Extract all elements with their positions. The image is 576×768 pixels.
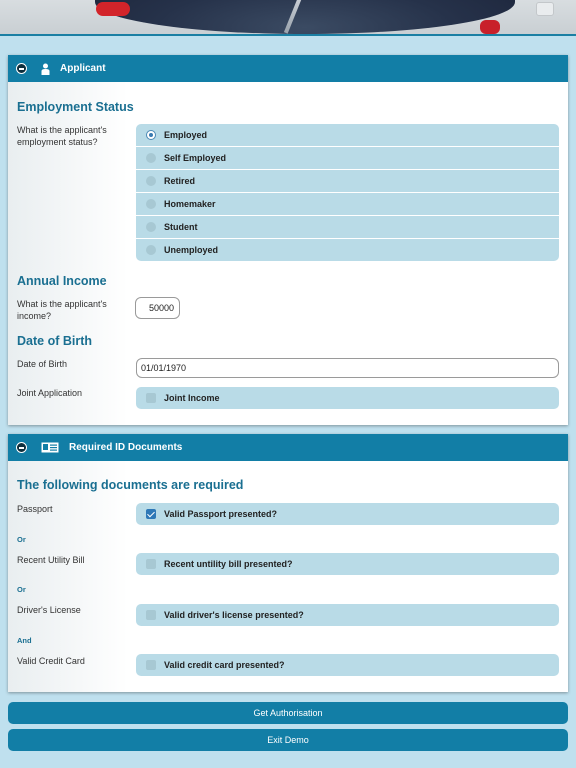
credit-card-label: Valid Credit Card — [17, 656, 85, 666]
documents-heading: The following documents are required — [17, 478, 244, 492]
option-label: Valid credit card presented? — [164, 660, 285, 670]
checkbox-icon[interactable] — [146, 660, 156, 670]
applicant-panel-title: Applicant — [60, 63, 106, 74]
option-label: Recent untility bill presented? — [164, 559, 293, 569]
option-label: Employed — [164, 130, 208, 140]
utility-bill-label: Recent Utility Bill — [17, 555, 85, 565]
checkbox-icon[interactable] — [146, 559, 156, 569]
minus-circle-icon[interactable] — [16, 442, 27, 453]
joiner-or-1: Or — [17, 535, 26, 544]
option-label: Joint Income — [164, 393, 220, 403]
checkbox-icon[interactable] — [146, 610, 156, 620]
option-label: Self Employed — [164, 153, 227, 163]
documents-panel-header[interactable] — [8, 434, 568, 461]
dob-label: Date of Birth — [17, 359, 68, 369]
tail-light-left — [96, 2, 130, 16]
wall-socket — [536, 2, 554, 16]
radio-icon[interactable] — [146, 199, 156, 209]
option-label: Unemployed — [164, 245, 219, 255]
radio-icon[interactable] — [146, 222, 156, 232]
id-card-icon — [41, 442, 59, 453]
applicant-panel-header[interactable] — [8, 55, 568, 82]
option-label: Valid driver's license presented? — [164, 610, 304, 620]
joint-application-label: Joint Application — [17, 388, 83, 398]
employment-option-employed[interactable] — [136, 124, 559, 146]
employment-option-self-employed[interactable] — [136, 147, 559, 169]
employment-question: What is the applicant's employment status? — [17, 125, 107, 147]
joiner-or-2: Or — [17, 585, 26, 594]
person-icon — [41, 63, 50, 75]
option-label: Retired — [164, 176, 196, 186]
joiner-and: And — [17, 636, 32, 645]
drivers-license-label: Driver's License — [17, 605, 81, 615]
applicant-panel — [8, 55, 568, 425]
annual-income-heading: Annual Income — [17, 274, 107, 288]
passport-label: Passport — [17, 504, 53, 514]
income-question: What is the applicant's income? — [17, 299, 107, 321]
radio-icon[interactable] — [146, 153, 156, 163]
passport-option[interactable] — [136, 503, 559, 525]
dob-input[interactable] — [136, 358, 559, 378]
tail-light-right — [480, 20, 500, 34]
get-authorisation-button[interactable]: Get Authorisation — [8, 702, 568, 724]
credit-card-option[interactable] — [136, 654, 559, 676]
option-label: Valid Passport presented? — [164, 509, 278, 519]
drivers-license-option[interactable] — [136, 604, 559, 626]
income-input[interactable] — [135, 297, 180, 319]
documents-panel — [8, 434, 568, 692]
utility-bill-option[interactable] — [136, 553, 559, 575]
radio-icon[interactable] — [146, 176, 156, 186]
radio-selected-icon[interactable] — [146, 130, 156, 140]
employment-option-unemployed[interactable] — [136, 239, 559, 261]
exit-demo-button[interactable]: Exit Demo — [8, 729, 568, 751]
checkbox-checked-icon[interactable] — [146, 509, 156, 519]
documents-panel-title: Required ID Documents — [69, 442, 183, 453]
employment-option-student[interactable] — [136, 216, 559, 238]
employment-status-heading: Employment Status — [17, 100, 134, 114]
date-of-birth-heading: Date of Birth — [17, 334, 92, 348]
radio-icon[interactable] — [146, 245, 156, 255]
option-label: Student — [164, 222, 198, 232]
employment-option-homemaker[interactable] — [136, 193, 559, 215]
hero-banner — [0, 0, 576, 36]
minus-circle-icon[interactable] — [16, 63, 27, 74]
employment-option-retired[interactable] — [136, 170, 559, 192]
checkbox-icon[interactable] — [146, 393, 156, 403]
joint-income-option[interactable] — [136, 387, 559, 409]
option-label: Homemaker — [164, 199, 216, 209]
car-image — [95, 0, 515, 34]
